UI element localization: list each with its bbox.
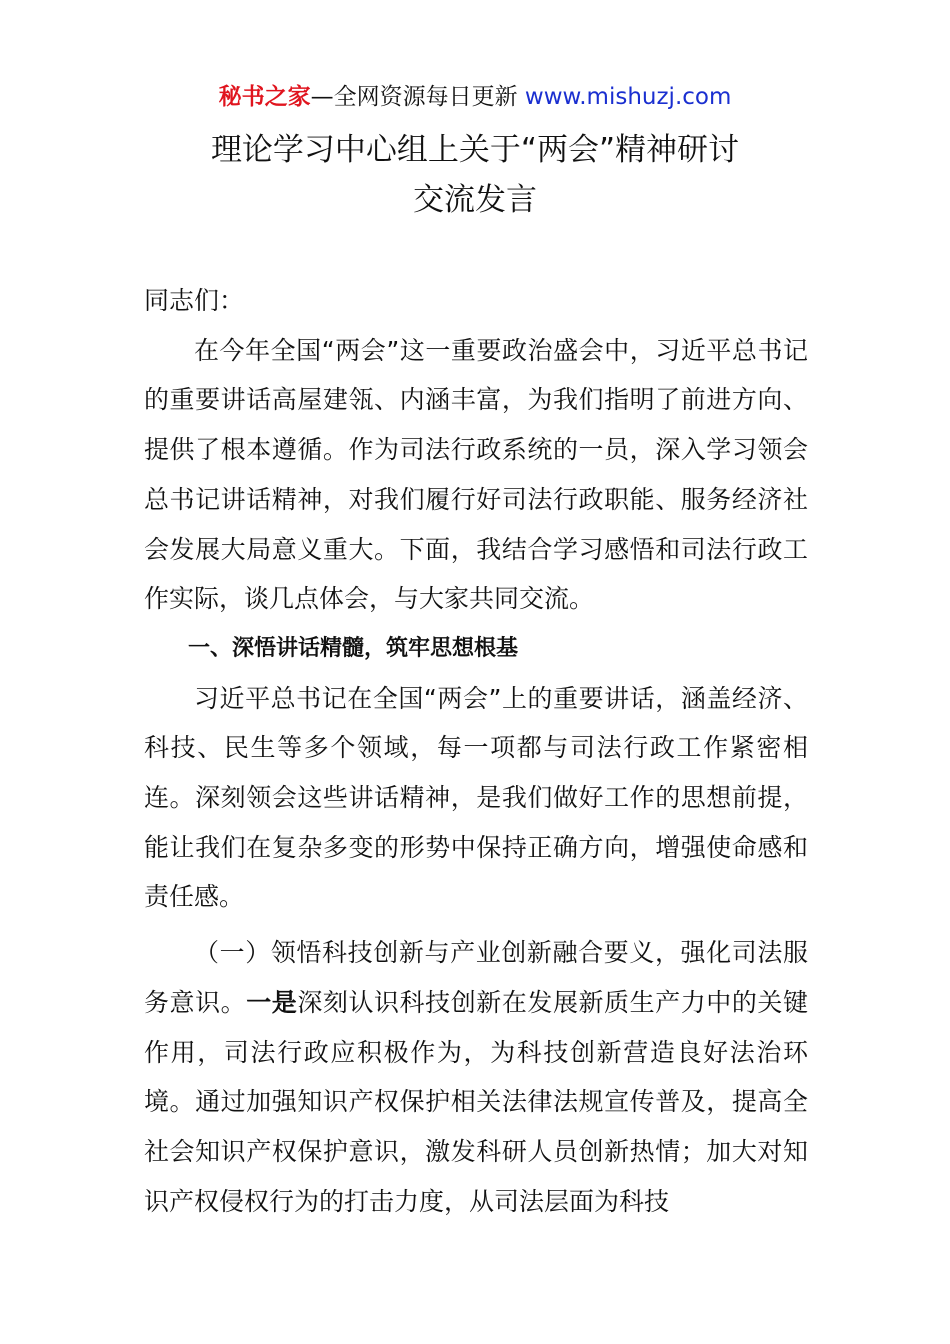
subsection-lead: （一）领悟科技创新与产业创新融合要义，强化司法服务意识。 [144, 938, 808, 1017]
salutation: 同志们： [144, 286, 245, 315]
subsection-paragraph [144, 928, 808, 1226]
site-brand: 秘书之家 [218, 84, 311, 110]
section-heading: 一、深悟讲话精髓，筑牢思想根基 [188, 635, 519, 661]
subsection-text: 深刻认识科技创新在发展新质生产力中的关键作用，司法行政应积极作为，为科技创新营造良好法治环境。通过加强知识产权保护相关法律法规宣传普及，提高全社会知识产权保护意识，激发科研人员创新热情；加大对知识产权侵权行为的打击力度，从司法层面为科技 [144, 987, 808, 1216]
site-url-link[interactable]: www.mishuzj.com [524, 84, 732, 110]
document-title-line-1: 理论学习中心组上关于“两会”精神研讨 [210, 132, 740, 168]
document-title-line-2: 交流发言 [413, 182, 537, 218]
section-paragraph: 习近平总书记在全国“两会”上的重要讲话，涵盖经济、科技、民生等多个领域，每一项都与司法行政工作紧密相连。深刻领会这些讲话精神，是我们做好工作的思想前提，能让我们在复杂多变的形势中保持正确方向，增强使命感和责任感。 [144, 683, 808, 912]
intro-paragraph: 在今年全国“两会”这一重要政治盛会中，习近平总书记的重要讲话高屋建瓴、内涵丰富，为我们指明了前进方向、提供了根本遵循。作为司法行政系统的一员，深入学习领会总书记讲话精神，对我们履行好司法行政职能、服务经济社会发展大局意义重大。下面，我结合学习感悟和司法行政工作实际，谈几点体会，与大家共同交流。 [144, 335, 808, 614]
document-body [144, 276, 808, 1226]
document-title [0, 125, 950, 225]
site-banner [0, 80, 950, 114]
subsection-bold-marker: 一是 [246, 987, 298, 1017]
site-tagline: —全网资源每日更新 [310, 84, 518, 110]
